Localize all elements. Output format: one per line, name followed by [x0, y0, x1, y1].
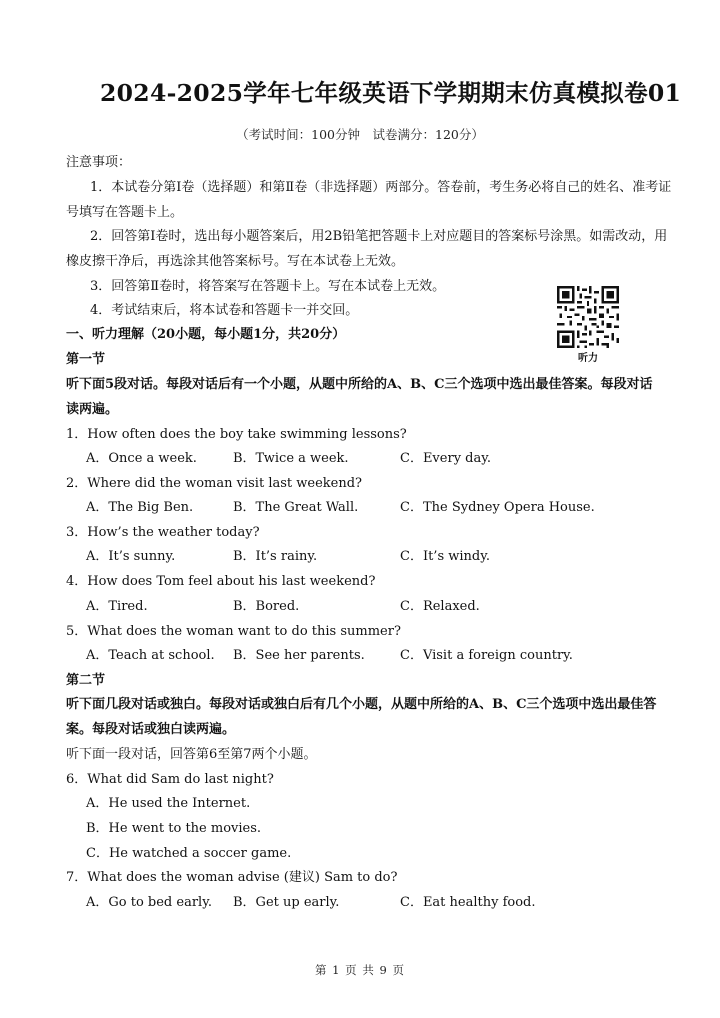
question-1-option-c: C．Every day.: [400, 451, 491, 466]
question-6-option-c: C．He watched a soccer game.: [86, 846, 292, 861]
question-6-option-a: A．He used the Internet.: [86, 796, 251, 811]
question-2: 2．Where did the woman visit last weekend?: [66, 476, 363, 491]
section-1-instruction-line-2: 读两遍。: [66, 402, 119, 417]
question-1-option-a: A．Once a week.: [86, 451, 197, 466]
question-3-option-c: C．It’s windy.: [400, 549, 490, 564]
question-6-option-b: B．He went to the movies.: [86, 821, 262, 836]
question-5-option-b: B．See her parents.: [233, 648, 365, 663]
question-1-option-b: B．Twice a week.: [233, 451, 349, 466]
question-4: 4．How does Tom feel about his last weekend?: [66, 574, 376, 589]
section-1-heading: 第一节: [66, 352, 106, 367]
page-footer: 第 1 页 共 9 页: [315, 963, 405, 977]
question-4-option-c: C．Relaxed.: [400, 599, 480, 614]
question-5-option-a: A．Teach at school.: [86, 648, 215, 663]
question-7-option-a: A．Go to bed early.: [86, 895, 212, 910]
exam-title: 2024-2025学年七年级英语下学期期末仿真模拟卷01: [100, 79, 682, 107]
section-2-instruction-line-2: 案。每段对话或独白读两遍。: [66, 722, 236, 737]
section-2-heading: 第二节: [66, 673, 106, 688]
part1-heading: 一、听力理解（20小题，每小题1分，共20分）: [66, 327, 346, 342]
question-7: 7．What does the woman advise (建议) Sam to do?: [66, 870, 398, 885]
question-5-option-c: C．Visit a foreign country.: [400, 648, 573, 663]
section-1-instruction-line-1: 听下面5段对话。每段对话后有一个小题，从题中所给的A、B、C三个选项中选出最佳答案。每段对话: [66, 377, 653, 392]
note-2-line-1: 2．回答第Ⅰ卷时，选出每小题答案后，用2B铅笔把答题卡上对应题目的答案标号涂黑。如需改动，用: [90, 229, 668, 244]
question-5: 5．What does the woman want to do this summer?: [66, 624, 401, 639]
qr-caption: 听力: [578, 353, 598, 364]
note-3: 3．回答第Ⅱ卷时，将答案写在答题卡上。写在本试卷上无效。: [90, 279, 446, 294]
section-2-instruction-line-1: 听下面几段对话或独白。每段对话或独白后有几个小题，从题中所给的A、B、C三个选项中选出最佳答: [66, 697, 657, 712]
dialogue-lead-6-7: 听下面一段对话，回答第6至第7两个小题。: [66, 747, 317, 762]
notes-heading: 注意事项：: [66, 155, 132, 170]
note-2-line-2: 橡皮擦干净后，再选涂其他答案标号。写在本试卷上无效。: [66, 254, 405, 269]
question-3: 3．How’s the weather today?: [66, 525, 260, 540]
question-1: 1．How often does the boy take swimming lessons?: [66, 427, 407, 442]
exam-subtitle: （考试时间：100分钟 试卷满分：120分）: [236, 127, 484, 142]
question-7-option-c: C．Eat healthy food.: [400, 895, 536, 910]
question-4-option-b: B．Bored.: [233, 599, 300, 614]
question-3-option-b: B．It’s rainy.: [233, 549, 318, 564]
qr-code-icon: [557, 286, 619, 348]
question-2-option-b: B．The Great Wall.: [233, 500, 359, 515]
note-4: 4．考试结束后，将本试卷和答题卡一并交回。: [90, 303, 359, 318]
note-1-line-1: 1．本试卷分第Ⅰ卷（选择题）和第Ⅱ卷（非选择题）两部分。答卷前，考生务必将自己的姓名、准考证: [90, 180, 672, 195]
question-3-option-a: A．It’s sunny.: [86, 549, 176, 564]
question-7-option-b: B．Get up early.: [233, 895, 340, 910]
question-2-option-a: A．The Big Ben.: [86, 500, 194, 515]
question-6: 6．What did Sam do last night?: [66, 772, 274, 787]
note-1-line-2: 号填写在答题卡上。: [66, 205, 184, 220]
question-2-option-c: C．The Sydney Opera House.: [400, 500, 595, 515]
question-4-option-a: A．Tired.: [86, 599, 148, 614]
